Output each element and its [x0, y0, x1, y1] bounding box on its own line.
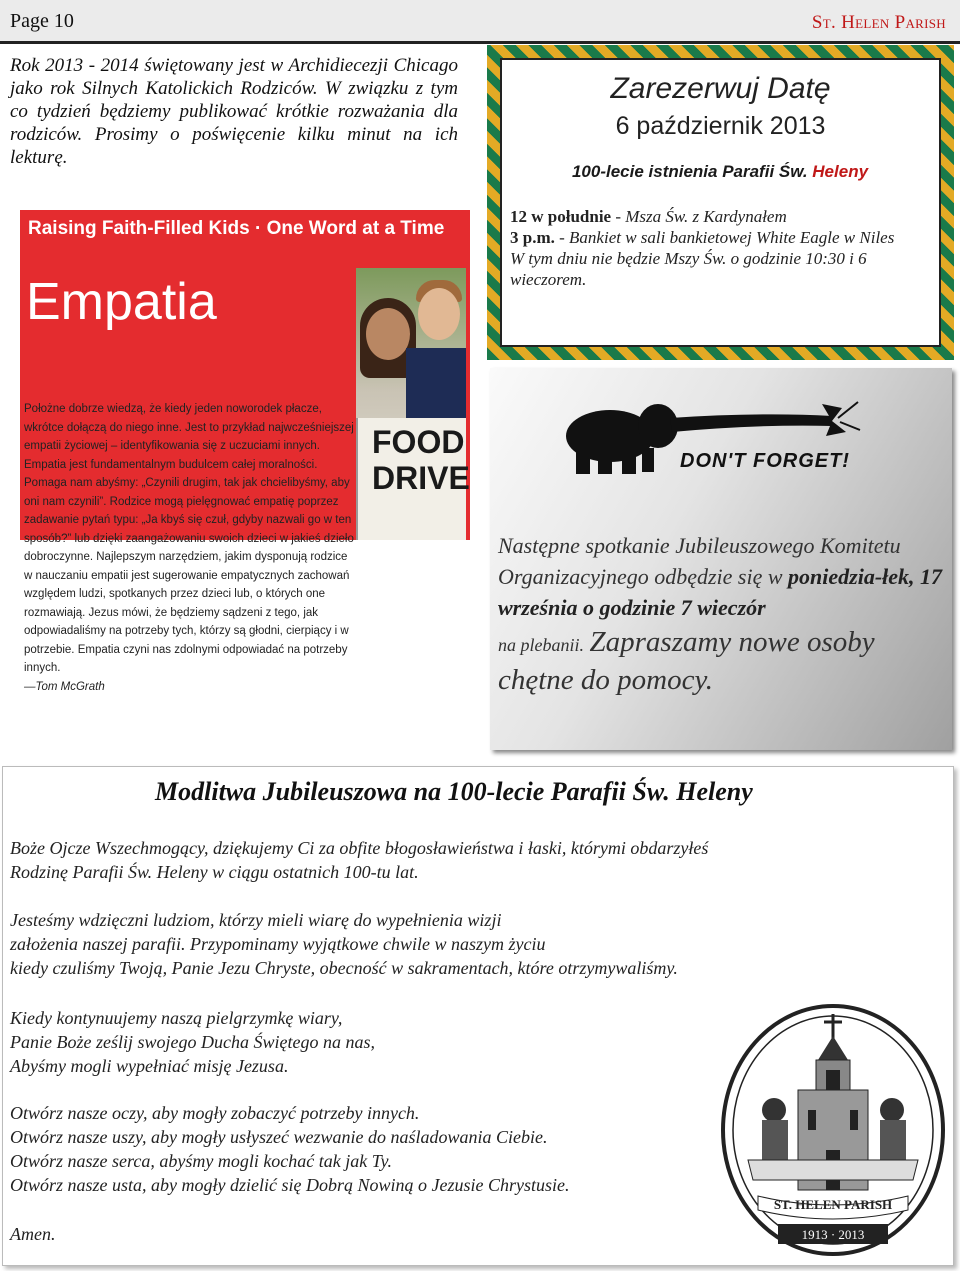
seal-years: 1913 · 2013 — [801, 1227, 865, 1242]
prayer-line-2c: kiedy czuliśmy Twoją, Panie Jezu Chryste, obecność w sakramentach, które otrzymywaliśmy. — [10, 958, 678, 978]
poster-author: —Tom McGrath — [24, 680, 105, 693]
page-number: Page 10 — [10, 10, 74, 32]
prayer-line-3c: Abyśmy mogli wypełniać misję Jezusa. — [10, 1056, 289, 1076]
meeting-notice — [498, 530, 946, 699]
poster-series-title: Raising Faith-Filled Kids · One Word at a Time — [28, 218, 445, 239]
prayer-paragraph-1: Boże Ojcze Wszechmogący, dziękujemy Ci za obfite błogosławieństwa i łaski, którymi obdarzyłeś Rodzinę Parafii Św. Heleny w ciągu ostatnich 100-tu lat. — [10, 838, 709, 882]
poster-word: Empatia — [26, 273, 217, 331]
parish-seal-icon — [718, 1000, 948, 1260]
prayer-line-4c: Otwórz nasze serca, abyśmy mogli kochać tak jak Ty. — [10, 1151, 392, 1171]
children-photo — [356, 268, 470, 540]
meeting-date: poniedzia-łek, 17 września o godzinie 7 wieczór — [498, 564, 943, 620]
poster-body: Położne dobrze wiedzą, że kiedy jeden noworodek płacze, wkrótce dołączą do niego inne. Jest to przykład najwcześniejszej empatii życiowej – identyfikowania się z uczuciami innych. Empatia jest fundamentalnym budulcem całej moralności. Pomaga nam abyśmy: „Czynili drugim, tak jak chcielibyśmy, aby oni nam czynili”. Rodzice mogą pielęgnować empatię poprzez zadawanie pytań typu: „Ja kbyś się czuł, gdyby nazwali go w ten sposób?” lub dzięki zaangażowaniu swoich dzieci w jakieś dzieło dobroczynne. Najlepszym narzędziem, jakim dysponują rodzice w nauczaniu empatii jest sugerowanie empatycznych zachowań względem ludzi, spotkanych przez dzieci lub, o których one rozmawiają. Jezus mówi, że będziemy sądzeni z tego, jak odpowiadaliśmy na potrzeby tych, którzy są głodni, cierpiący i w potrzebie. Empatia czyni nas zdolnymi odpowiadać na potrzeby innych. — [24, 403, 354, 674]
schedule-note: W tym dniu nie będzie Mszy Św. o godzinie 10:30 i 6 wieczorem. — [510, 249, 867, 289]
prayer-line-4b: Otwórz nasze uszy, aby mogły usłyszeć wezwanie do naśladowania Ciebie. — [10, 1127, 548, 1147]
food-drive-sign: FOOD DRIVE — [372, 424, 470, 496]
schedule-item-1: - Msza Św. z Kardynałem — [611, 207, 787, 226]
poster-body-text — [24, 400, 354, 696]
schedule-time-1: 12 w południe — [510, 207, 612, 226]
meeting-place: na plebanii. — [498, 635, 584, 655]
meeting-invite: Zapraszamy nowe osoby chętne do pomocy. — [498, 626, 875, 696]
intro-text: Rok 2013 - 2014 świętowany jest w Archidiecezji Chicago jako rok Silnych Katolickich Rodziców. W związku z tym co tydzień będziemy publikować krótkie rozważania dla rodziców. Prosimy o poświęcenie kilku minut na ich lekturę. — [10, 55, 458, 168]
prayer-line-3b: Panie Boże ześlij swojego Ducha Świętego na nas, — [10, 1032, 375, 1052]
prayer-line-4d: Otwórz nasze usta, aby mogły dzielić się Dobrą Nowiną o Jezusie Chrystusie. — [10, 1175, 570, 1195]
save-date-date: 6 październik 2013 — [615, 112, 826, 140]
parish-name: St. Helen Parish — [811, 12, 946, 33]
prayer-line-2b: założenia naszej parafii. Przypominamy wyjątkowe chwile w naszym życiu — [10, 934, 546, 954]
page-header — [0, 0, 960, 44]
save-date-title: Zarezerwuj Datę — [610, 72, 831, 105]
prayer-line-3a: Kiedy kontynuujemy naszą pielgrzymkę wiary, — [10, 1008, 343, 1028]
prayer-line-4a: Otwórz nasze oczy, aby mogły zobaczyć potrzeby innych. — [10, 1103, 420, 1123]
prayer-line-2a: Jesteśmy wdzięczni ludziom, którzy mieli wiarę do wypełnienia wizji — [10, 910, 502, 930]
save-date-subtitle — [510, 162, 930, 182]
schedule-item-2: - Bankiet w sali bankietowej White Eagle w Niles — [554, 228, 895, 247]
meeting-text-a: Następne spotkanie Jubileuszowego Komitetu Organizacyjnego odbędzie się w — [498, 533, 901, 589]
schedule-time-2: 3 p.m. — [510, 228, 555, 247]
save-date-subtitle-b: Heleny — [812, 162, 869, 181]
prayer-title: Modlitwa Jubileuszowa na 100-lecie Parafii Św. Heleny — [155, 777, 753, 806]
seal-name: ST. HELEN PARISH — [773, 1197, 893, 1212]
dont-forget-banner: DON'T FORGET! — [680, 450, 850, 472]
save-date-schedule — [510, 206, 934, 290]
prayer-amen: Amen. — [10, 1224, 56, 1244]
save-date-subtitle-a: 100-lecie istnienia Parafii Św. — [571, 162, 808, 181]
